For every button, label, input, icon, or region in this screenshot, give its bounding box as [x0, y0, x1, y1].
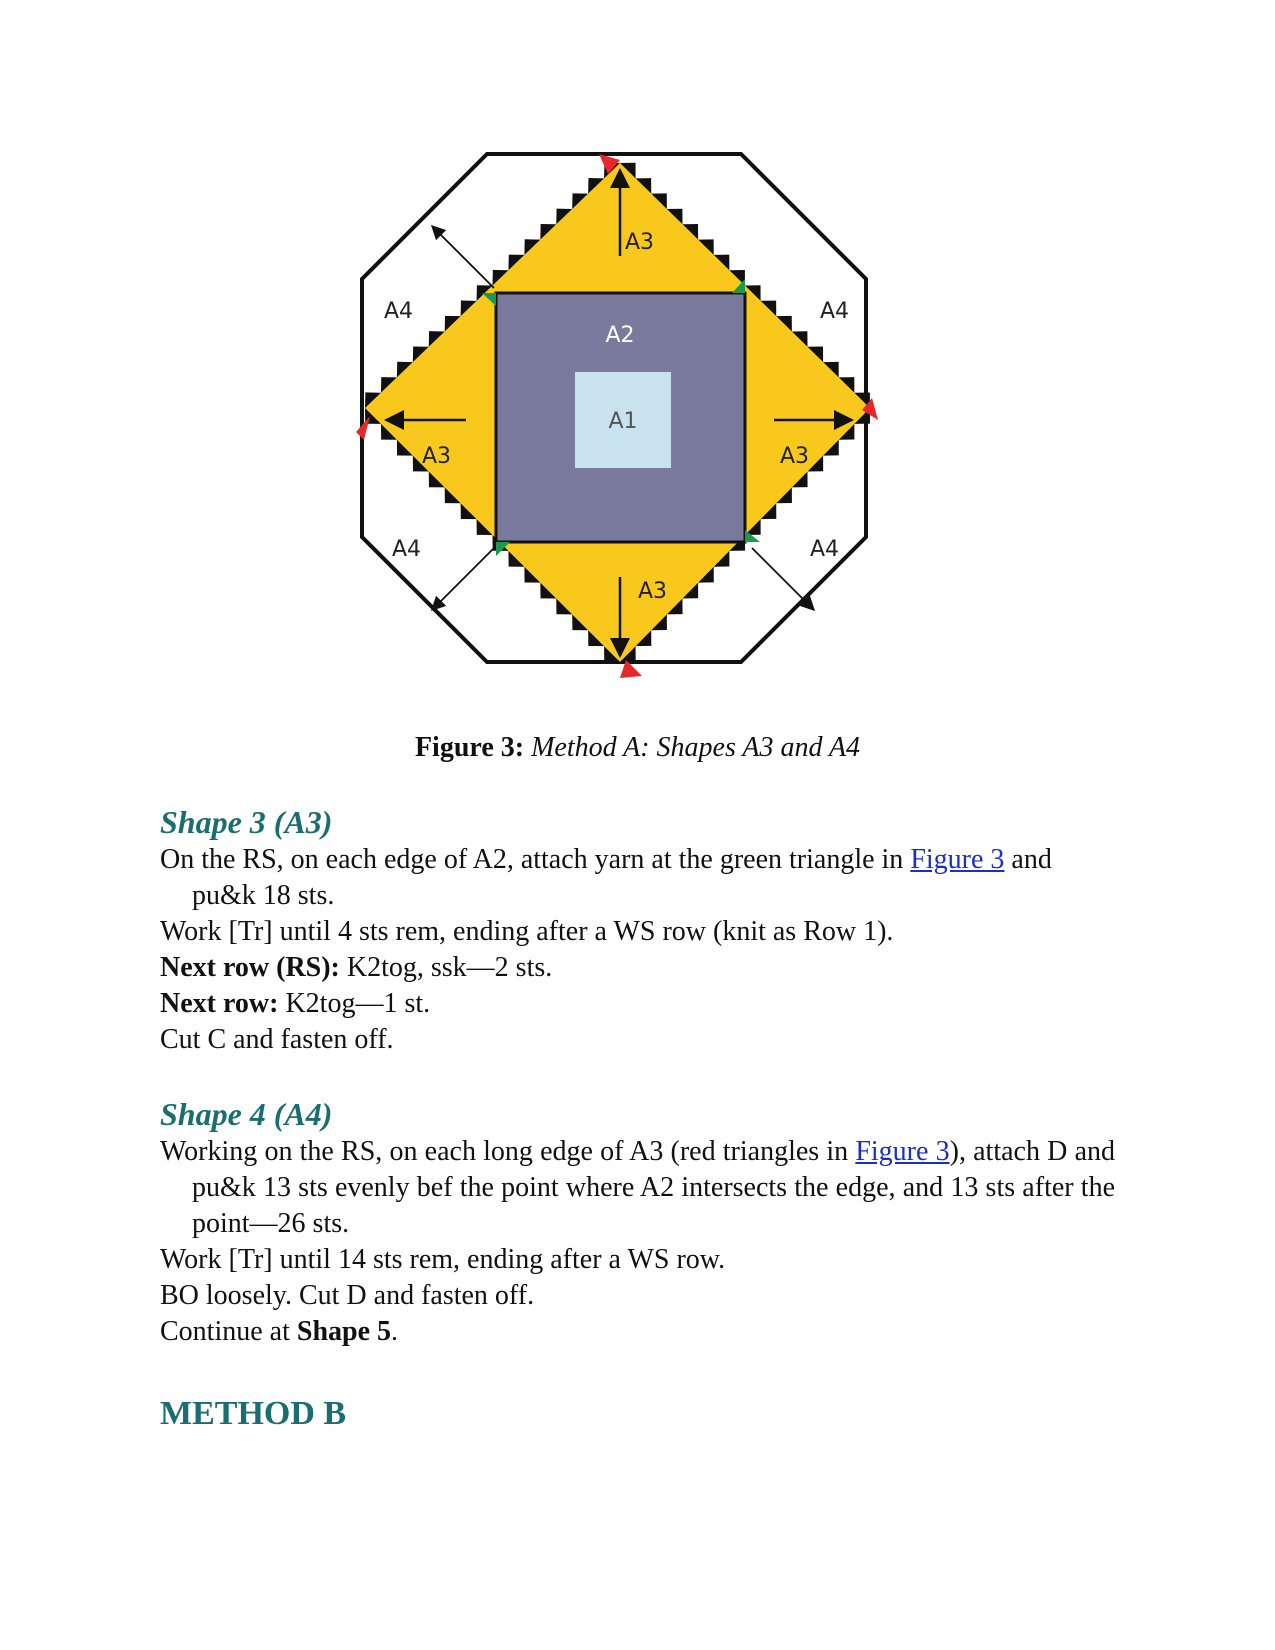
method-b-heading: METHOD B: [160, 1395, 347, 1432]
shape4-paragraph-3: BO loosely. Cut D and fasten off.: [160, 1280, 535, 1311]
label-a4-top-left: A4: [384, 299, 414, 324]
shape4-p1-text: Working on the RS, on each long edge of A3 (red triangles in: [160, 1136, 856, 1167]
shape3-p3-label: Next row (RS):: [160, 952, 340, 983]
label-a3-top: A3: [625, 230, 655, 255]
caption-title: Method A: Shapes A3 and A4: [531, 732, 861, 763]
label-a3-left: A3: [422, 444, 452, 469]
figure-3-diagram: [340, 140, 925, 710]
shape4-paragraph-2: Work [Tr] until 14 sts rem, ending after a WS row.: [160, 1244, 726, 1275]
label-a3-right: A3: [780, 444, 810, 469]
shape4-p4-end: .: [391, 1316, 399, 1347]
label-a3-bottom: A3: [638, 579, 668, 604]
shape4-paragraph-4: [160, 1314, 1115, 1350]
shape3-paragraph-4: [160, 986, 1115, 1022]
shape3-paragraph-2: Work [Tr] until 4 sts rem, ending after a WS row (knit as Row 1).: [160, 916, 894, 947]
shape4-paragraph-1: [160, 1134, 1115, 1242]
shape3-paragraph-1: [160, 842, 1115, 914]
shape4-p4-link-text: Shape 5: [296, 1316, 392, 1347]
shape3-p4-label: Next row:: [160, 988, 279, 1019]
shape3-p4-text: K2tog—1 st.: [278, 988, 431, 1019]
shape4-p4-text: Continue at: [160, 1316, 297, 1347]
shape3-paragraph-5: Cut C and fasten off.: [160, 1024, 394, 1055]
shape3-p3-text: K2tog, ssk—2 sts.: [339, 952, 553, 983]
label-a4-bottom-right: A4: [810, 537, 840, 562]
figure3-link[interactable]: Figure 3: [910, 844, 1005, 875]
label-a1: A1: [608, 409, 638, 434]
label-a4-top-right: A4: [820, 299, 850, 324]
label-a2: A2: [605, 323, 635, 348]
label-a4-bottom-left: A4: [392, 537, 422, 562]
shape3-p1-tail: and pu&k 18 sts.: [192, 844, 1052, 911]
shape4-heading: Shape 4 (A4): [160, 1096, 333, 1132]
figure-caption: [0, 732, 1275, 764]
shape4-p1-tail: ), attach D and pu&k 13 sts evenly bef the point where A2 intersects the edge, and 13 sts after the point—26 sts.: [192, 1136, 1115, 1239]
caption-label: Figure 3:: [414, 732, 525, 763]
figure3-link[interactable]: Figure 3: [855, 1136, 950, 1167]
shape3-p1-text: On the RS, on each edge of A2, attach yarn at the green triangle in: [160, 844, 911, 875]
shape3-paragraph-3: [160, 950, 1115, 986]
instructions: [160, 802, 1115, 1434]
shape3-heading: Shape 3 (A3): [160, 804, 333, 840]
